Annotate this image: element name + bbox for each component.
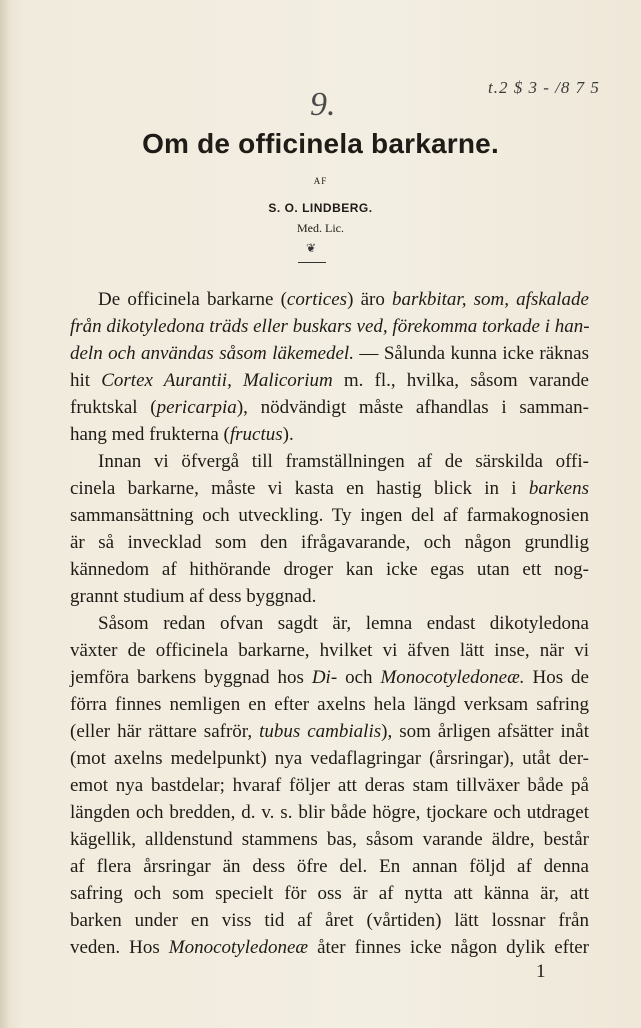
italic-segment: cortices — [286, 289, 348, 310]
text-segment: ). — [282, 424, 294, 445]
text-line — [70, 556, 589, 583]
text-segment: växter de officinela barkarne, hvilket vi äfven lätt inse, när vi — [70, 640, 589, 661]
text-line — [70, 475, 589, 502]
text-segment: veden. Hos — [70, 937, 169, 958]
italic-segment: deln och användas såsom läkemedel. — [70, 343, 354, 364]
handwritten-mark: 9. — [310, 86, 336, 123]
text-line — [70, 853, 589, 880]
author-degree: Med. Lic. — [297, 221, 344, 235]
text-segment: hang med frukterna ( — [70, 424, 230, 445]
text-segment: Hos de — [524, 667, 589, 688]
italic-segment: Cortex Aurantii, Malicorium — [101, 370, 333, 391]
text-segment: och — [337, 667, 381, 688]
text-segment: kännedom af hithörande droger kan icke egas utan ett nog- — [70, 559, 589, 580]
text-line — [70, 610, 589, 637]
text-segment: — Sålunda kunna icke räknas — [353, 343, 589, 364]
italic-segment: barkens — [528, 478, 589, 499]
text-segment: Innan vi öfvergå till framställningen af de särskilda offi- — [98, 451, 589, 472]
text-segment: Såsom redan ofvan sagdt är, lemna endast dikotyledona — [98, 613, 589, 634]
ornament-icon: ❦ — [306, 241, 317, 255]
text-segment: sammansättning och utveckling. Ty ingen del af farmakognosien — [70, 505, 589, 526]
text-line — [70, 529, 589, 556]
text-segment: af flera årsringar än dess öfre del. En annan följd af denna — [70, 856, 589, 877]
text-line — [70, 934, 589, 961]
text-line — [70, 340, 589, 367]
text-segment: ), som årligen afsätter inåt — [381, 721, 589, 742]
text-segment: (mot axelns medelpunkt) nya vedaflagringar (årsringar), utåt der- — [70, 748, 589, 769]
document-title: Om de officinela barkarne. — [142, 128, 499, 159]
text-line — [70, 367, 589, 394]
text-segment: grannt studium af dess byggnad. — [70, 586, 317, 607]
text-line — [70, 502, 589, 529]
text-line — [70, 907, 589, 934]
text-segment: fruktskal ( — [70, 397, 157, 418]
text-line — [70, 286, 589, 313]
italic-segment: fructus — [229, 424, 283, 445]
text-line — [70, 394, 589, 421]
text-segment: åter finnes icke någon dylik efter — [308, 937, 589, 958]
text-segment: ), nödvändigt måste afhandlas i samman- — [236, 397, 590, 418]
text-line — [70, 421, 589, 448]
handwritten-catalog-number: t.2 $ 3 - /8 7 5 — [488, 78, 600, 97]
text-line — [70, 691, 589, 718]
text-line — [70, 637, 589, 664]
italic-segment: tubus cambialis — [259, 721, 382, 742]
text-line — [70, 799, 589, 826]
text-line — [70, 583, 589, 610]
text-segment: cinela barkarne, måste vi kasta en hastig blick in i — [70, 478, 529, 499]
text-line — [70, 772, 589, 799]
text-segment: m. fl., hvilka, såsom varande — [332, 370, 589, 391]
ornament-rule — [298, 262, 326, 263]
author-name: S. O. LINDBERG. — [268, 201, 373, 215]
text-segment: ) äro — [347, 289, 393, 310]
text-segment: hit — [70, 370, 102, 391]
italic-segment: pericarpia — [156, 397, 237, 418]
text-segment: är så invecklad som den ifrågavarande, och någon grundlig — [70, 532, 589, 553]
italic-segment: Monocotyledoneæ. — [380, 667, 525, 688]
italic-segment: Monocotyledoneæ — [168, 937, 309, 958]
text-line — [70, 826, 589, 853]
text-line — [70, 448, 589, 475]
text-segment: De officinela barkarne ( — [98, 289, 287, 310]
text-segment: kägellik, alldenstund stammens bas, såsom varande äldre, består — [70, 829, 589, 850]
italic-segment: Di- — [311, 667, 338, 688]
body-text — [70, 286, 589, 961]
text-segment: förra finnes nemligen en efter axelns hela längd verksam safring — [70, 694, 589, 715]
text-segment: safring och som specielt för oss är af nytta att känna är, att — [70, 883, 589, 904]
italic-segment: barkbitar, som, afskalade — [392, 289, 589, 310]
italic-segment: från dikotyledona träds eller buskars ved, förekomma torkade i han- — [70, 316, 590, 337]
text-line — [70, 745, 589, 772]
text-line — [70, 880, 589, 907]
text-line — [70, 718, 589, 745]
page-number: 1 — [536, 961, 546, 982]
text-line — [70, 664, 589, 691]
text-segment: jemföra barkens byggnad hos — [70, 667, 312, 688]
text-segment: emot nya bastdelar; hvaraf följer att deras stam tillväxer både på — [70, 775, 589, 796]
text-segment: (eller här rättare safrör, — [70, 721, 260, 742]
text-line — [70, 313, 589, 340]
text-segment: längden och bredden, d. v. s. blir både högre, tjockare och utdraget — [70, 802, 589, 823]
text-segment: barken under en viss tid af året (vårtiden) lätt lossnar från — [70, 910, 589, 931]
byline-af: AF — [313, 176, 328, 186]
